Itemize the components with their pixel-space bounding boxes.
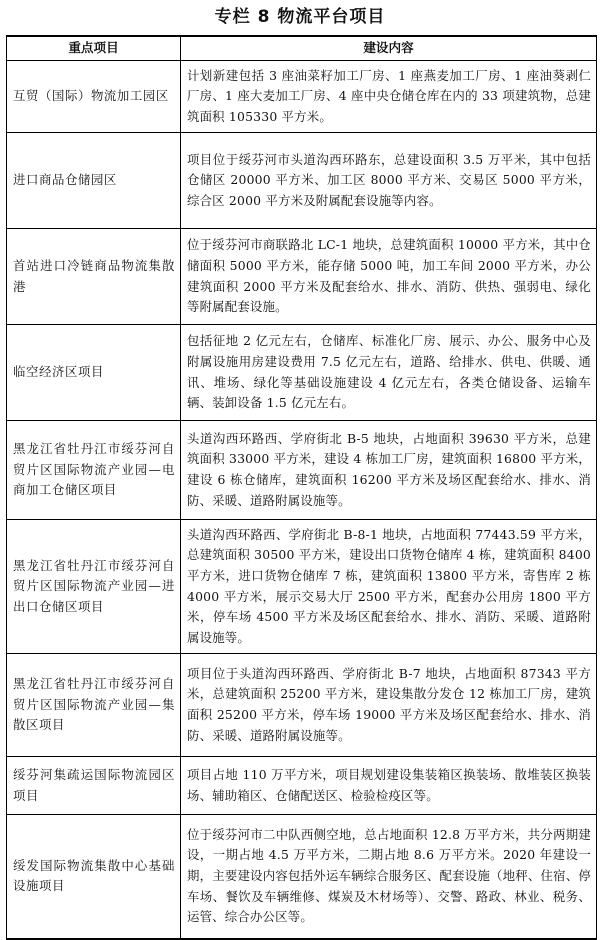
- table-row: [7, 757, 597, 815]
- project-content: 位于绥芬河市商联路北 LC-1 地块，总建筑面积 10000 平方米，其中仓储面积 5000 平方米，能存储 5000 吨，加工车间 2000 平方米，办公建筑面积 2000 平方米及配套给水、排水、消防、供热、强弱电、绿化等附属配套设施。: [181, 229, 597, 325]
- project-content: 项目位于绥芬河市头道沟西环路东，总建设面积 3.5 万平米，其中包括仓储区 20000 平方米、加工区 8000 平方米、交易区 5000 平方米，综合区 2000 平方米及附属配套设施等内容。: [181, 133, 597, 229]
- header-construction-content: 建设内容: [181, 36, 597, 61]
- table-row: [7, 421, 597, 520]
- project-content: 项目位于头道沟西环路西、学府街北 B-7 地块，占地面积 87343 平方米，总建筑面积 25200 平方米，建设集散分发仓 12 栋加工厂房，建筑面积 25200 平方米，停车场 19000 平方米及场区配套给水、排水、消防、采暖、道路附属设施等。: [181, 654, 597, 757]
- table-row: [7, 654, 597, 757]
- table-row: [7, 229, 597, 325]
- table-row: [7, 325, 597, 421]
- header-key-project: 重点项目: [7, 36, 181, 61]
- project-content: 项目占地 110 万平方米，项目规划建设集装箱区换装场、散堆装区换装场、辅助箱区、仓储配送区、检验检疫区等。: [181, 757, 597, 815]
- project-content: 头道沟西环路西、学府街北 B-8-1 地块，占地面积 77443.59 平方米，总建筑面积 30500 平方米，建设出口货物仓储库 4 栋，建筑面积 8400 平方米，进口货物仓储库 7 栋，建筑面积 13800 平方米，寄售库 2 栋 4000 平方米，展示交易大厅 2500 平方米，配套办公用房 1800 平方米，停车场 4500 平方米及场区配套给水、排水、消防、采暖、道路附属设施等。: [181, 520, 597, 654]
- project-name: 绥发国际物流集散中心基础设施项目: [7, 815, 181, 939]
- project-name: 临空经济区项目: [7, 325, 181, 421]
- project-table: [6, 35, 597, 940]
- table-header-row: [7, 36, 597, 61]
- project-content: 计划新建包括 3 座油菜籽加工厂房、1 座燕麦加工厂房、1 座油葵剥仁厂房、1 座大麦加工厂房、4 座中央仓储仓库在内的 33 项建筑物，总建筑面积 105330 平方米。: [181, 61, 597, 133]
- project-content: 位于绥芬河市二中队西侧空地，总占地面积 12.8 万平方米，共分两期建设，一期占地 4.5 万平方米，二期占地 8.6 万平方米。2020 年建设一期，主要建设内容包括外运车辆综合服务区、配套设施（地秤、住宿、停车场、餐饮及车辆维修、煤炭及木材场等）、交警、路政、林业、税务、运管、综合办公区等。: [181, 815, 597, 939]
- page-title: 专栏 8 物流平台项目: [214, 7, 386, 27]
- project-name: 黑龙江省牡丹江市绥芬河自贸片区国际物流产业园—进出口仓储区项目: [7, 520, 181, 654]
- project-content: 包括征地 2 亿元左右，仓储库、标准化厂房、展示、办公、服务中心及附属设施用房建设费用 7.5 亿元左右，道路、给排水、供电、供暖、通讯、堆场、绿化等基础设施建设 4 亿元左右，各类仓储设备、运输车辆、装卸设备 1.5 亿元左右。: [181, 325, 597, 421]
- project-content: 头道沟西环路西、学府街北 B-5 地块，占地面积 39630 平方米，总建筑面积 33000 平方米，建设 4 栋加工厂房，建筑面积 16800 平方米，建设 6 栋仓储库，建筑面积 16200 平方米及场区配套给水、排水、消防、采暖、道路附属设施等。: [181, 421, 597, 520]
- table-row: [7, 815, 597, 939]
- table-row: [7, 133, 597, 229]
- table-row: [7, 61, 597, 133]
- project-name: 互贸（国际）物流加工园区: [7, 61, 181, 133]
- project-name: 进口商品仓储园区: [7, 133, 181, 229]
- project-name: 首站进口冷链商品物流集散港: [7, 229, 181, 325]
- project-name: 绥芬河集疏运国际物流园区项目: [7, 757, 181, 815]
- table-row: [7, 520, 597, 654]
- project-name: 黑龙江省牡丹江市绥芬河自贸片区国际物流产业园—电商加工仓储区项目: [7, 421, 181, 520]
- project-name: 黑龙江省牡丹江市绥芬河自贸片区国际物流产业园—集散区项目: [7, 654, 181, 757]
